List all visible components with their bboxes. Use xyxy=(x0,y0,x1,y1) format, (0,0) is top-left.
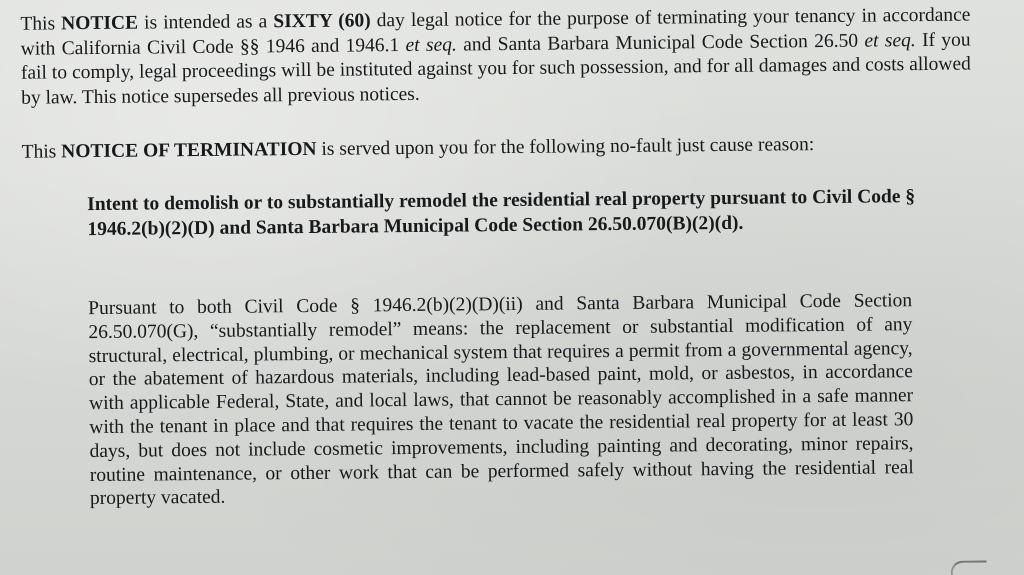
notice-of-termination-bold-term: NOTICE OF TERMINATION xyxy=(61,138,317,163)
reason-heading: Intent to demolish or to substantially remodel the residential real property pursuant to Civil Code § 1946.2(b)(2)(D) and Santa Barbara Municipal Code Section 26.50.070(B)(2)(d). xyxy=(87,186,916,241)
para1-text-5: If you fail to comply, legal proceedings will be instituted against you for such possession, and for all damages and costs allowed by law. This notice supersedes all previous notices. xyxy=(20,29,971,109)
para1-text-1: This xyxy=(20,13,62,35)
et-seq-italic-1: et seq. xyxy=(405,34,457,56)
para2-text-2: is served upon you for the following no-fault just cause reason: xyxy=(316,134,815,160)
termination-statement xyxy=(22,132,972,166)
para1-text-3: day legal notice for the purpose of terminating your tenancy in accordance with California Civil Code §§ 1946 and 1946.1 xyxy=(20,4,971,60)
notice-bold-term: NOTICE xyxy=(61,12,139,35)
et-seq-italic-2: et seq. xyxy=(864,29,916,52)
para2-text-1: This xyxy=(21,141,62,163)
para1-text-2: is intended as a xyxy=(137,11,274,34)
page-corner-mark xyxy=(951,560,987,575)
sixty-days-bold-term: SIXTY (60) xyxy=(273,10,371,33)
para1-text-4: and Santa Barbara Municipal Code Section 26.50 xyxy=(456,30,865,56)
substantially-remodel-definition: Pursuant to both Civil Code § 1946.2(b)(2)(D)(ii) and Santa Barbara Municipal Code Section 26.50.070(G), “substantially remodel” means: the replacement or substantial modification of any structural, electrical, plumbing, or mechanical system that requires a permit from a governmental agency, or the abatement of hazardous materials, including lead-based paint, mold, or asbestos, in accordance with applicable Federal, State, and local laws, that cannot be reasonably accomplished in a safe manner with the tenant in place and that requires the tenant to vacate the residential real property for at least 30 days, but does not include cosmetic improvements, including painting and decorating, minor repairs, routine maintenance, or other work that can be performed safely without having the residential real property vacated. xyxy=(88,290,914,510)
notice-paragraph xyxy=(20,4,971,111)
